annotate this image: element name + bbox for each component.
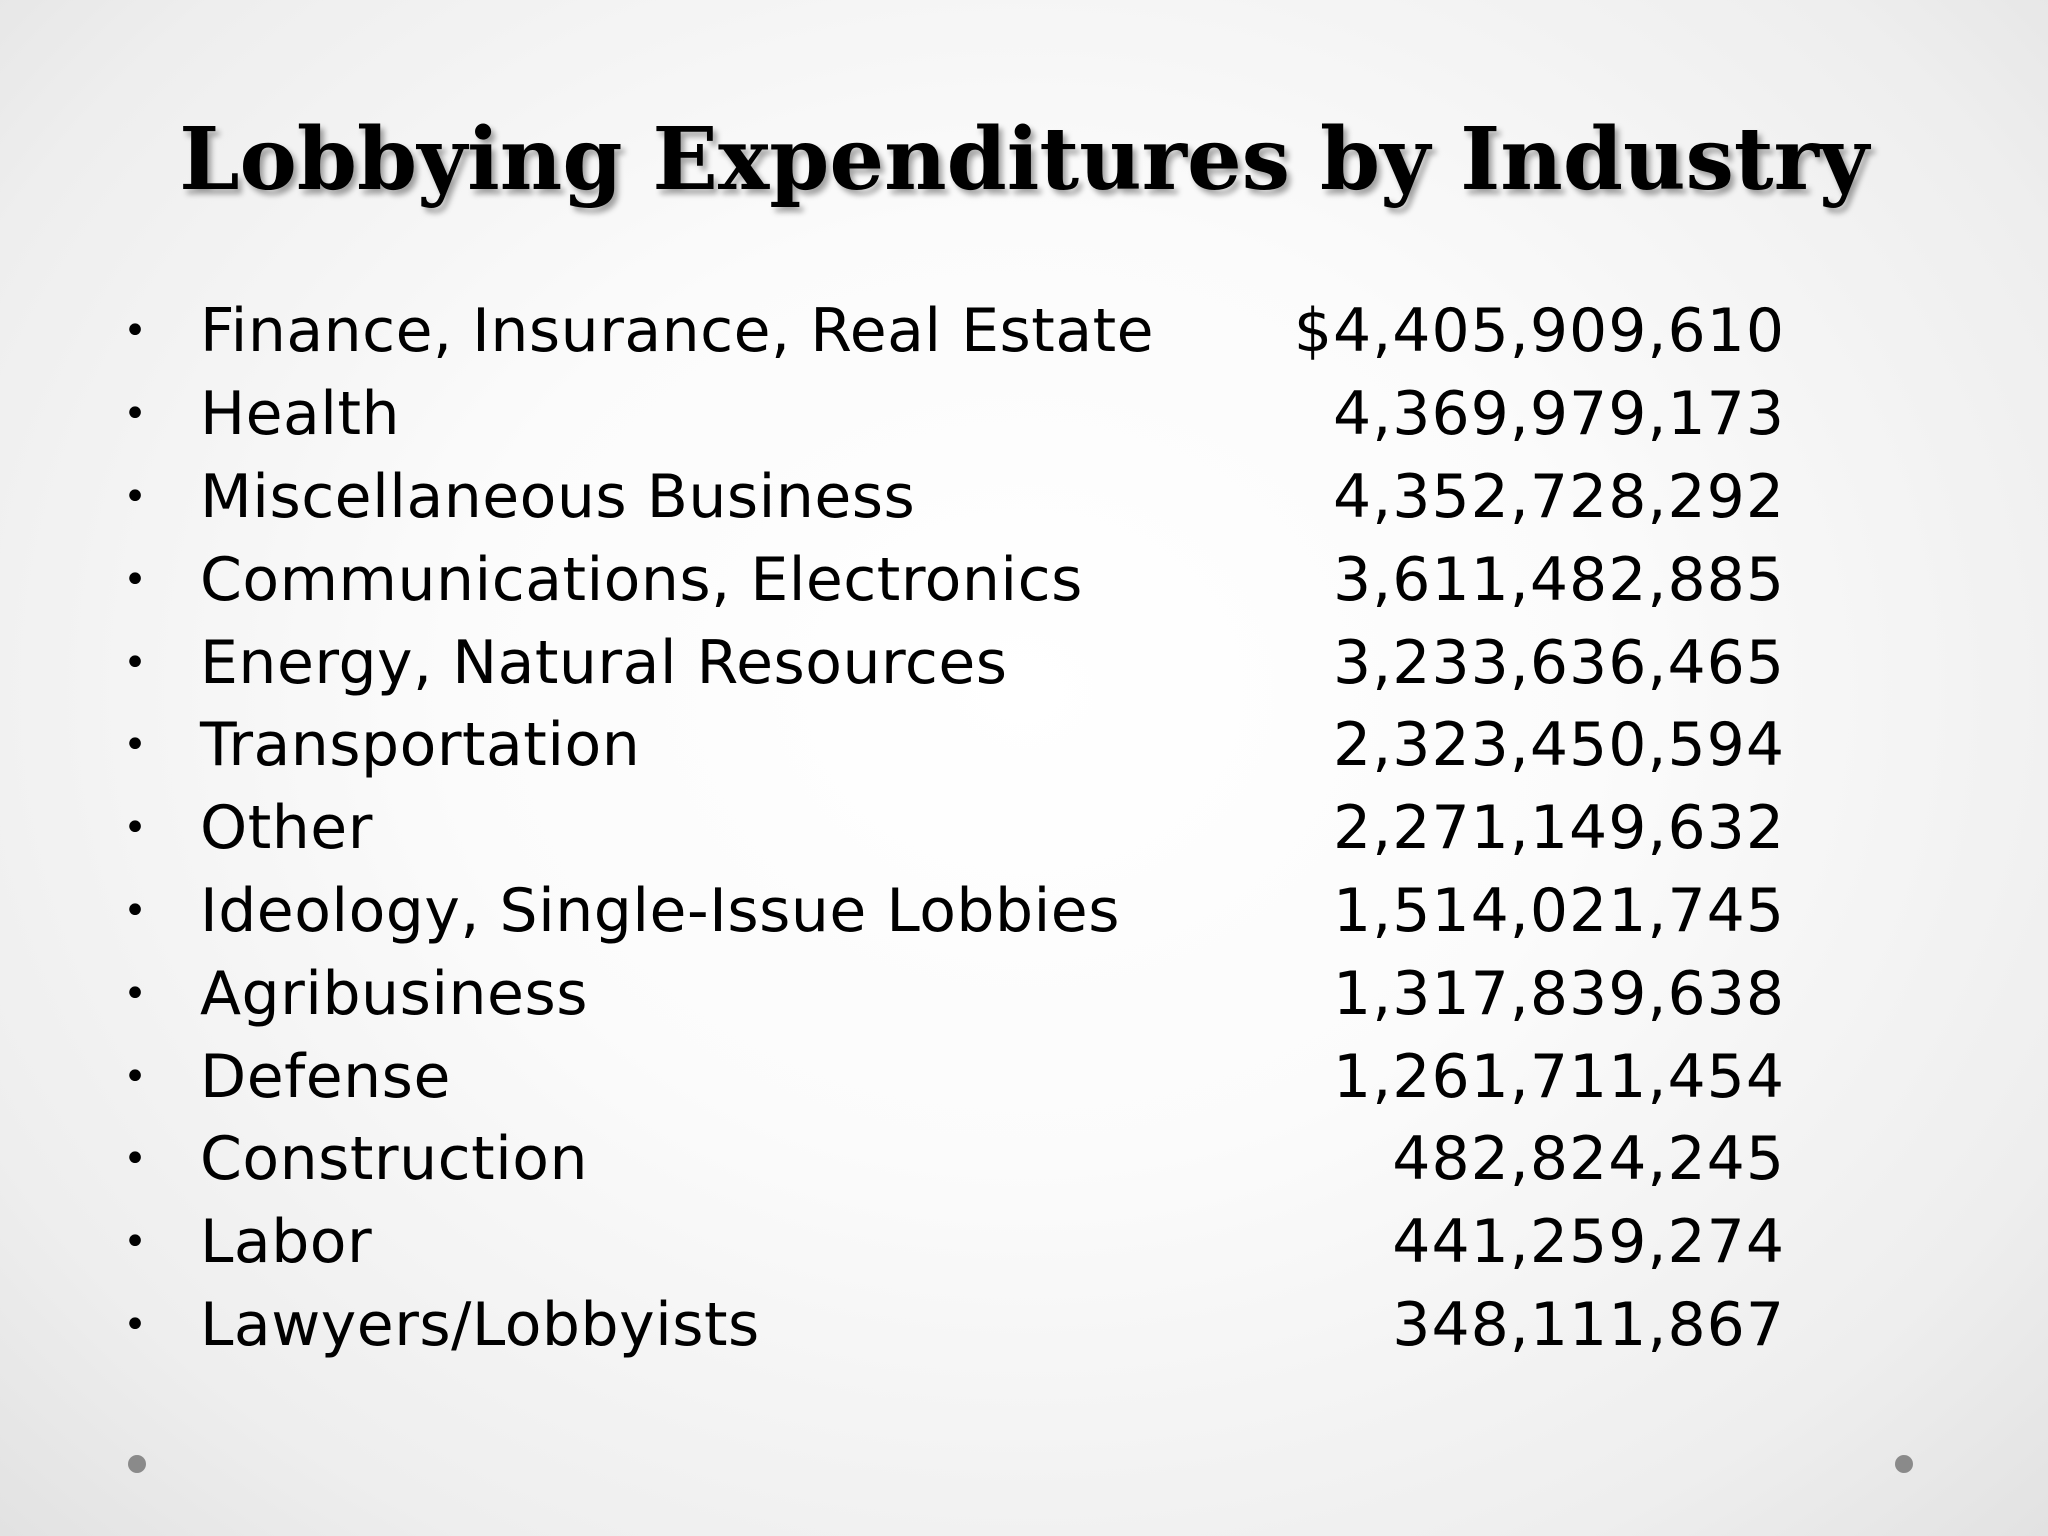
list-item	[120, 538, 1785, 621]
industry-name: Transportation	[200, 710, 641, 781]
industry-amount: 2,323,450,594	[1333, 710, 1785, 781]
industry-amount: $4,405,909,610	[1293, 296, 1785, 367]
list-item	[120, 704, 1785, 787]
list-item	[120, 1284, 1785, 1367]
industry-name: Construction	[200, 1124, 589, 1195]
list-item	[120, 1118, 1785, 1201]
industry-amount: 4,352,728,292	[1333, 461, 1785, 532]
industry-name: Other	[200, 793, 373, 864]
industry-name: Defense	[200, 1041, 451, 1112]
industry-amount: 2,271,149,632	[1333, 793, 1785, 864]
industry-name: Agribusiness	[200, 958, 588, 1029]
bullet-icon: •	[123, 722, 147, 769]
industry-name: Communications, Electronics	[200, 544, 1083, 615]
list-item	[120, 456, 1785, 539]
industry-name: Lawyers/Lobbyists	[200, 1289, 760, 1360]
industry-amount: 1,261,711,454	[1333, 1041, 1785, 1112]
bullet-icon: •	[123, 639, 147, 686]
industry-amount: 3,611,482,885	[1333, 544, 1785, 615]
industry-name: Energy, Natural Resources	[200, 627, 1008, 698]
list-item	[120, 1201, 1785, 1284]
list-item	[120, 373, 1785, 456]
industry-amount: 348,111,867	[1392, 1289, 1785, 1360]
decorative-dot-right	[1895, 1455, 1913, 1473]
industry-name: Labor	[200, 1207, 373, 1278]
industry-amount: 482,824,245	[1392, 1124, 1785, 1195]
bullet-icon: •	[123, 473, 147, 520]
industry-amount: 1,317,839,638	[1333, 958, 1785, 1029]
industry-list	[120, 290, 1785, 1366]
list-item	[120, 952, 1785, 1035]
industry-name: Health	[200, 379, 401, 450]
industry-amount: 4,369,979,173	[1333, 379, 1785, 450]
bullet-icon: •	[123, 1053, 147, 1100]
bullet-icon: •	[123, 805, 147, 852]
industry-name: Miscellaneous Business	[200, 461, 916, 532]
list-item	[120, 870, 1785, 953]
list-item	[120, 787, 1785, 870]
industry-name: Finance, Insurance, Real Estate	[200, 296, 1155, 367]
bullet-icon: •	[123, 556, 147, 603]
bullet-icon: •	[123, 970, 147, 1017]
industry-amount: 441,259,274	[1392, 1207, 1785, 1278]
industry-amount: 3,233,636,465	[1333, 627, 1785, 698]
bullet-icon: •	[123, 308, 147, 355]
list-item	[120, 621, 1785, 704]
bullet-icon: •	[123, 1136, 147, 1183]
list-item	[120, 290, 1785, 373]
bullet-icon: •	[123, 391, 147, 438]
industry-amount: 1,514,021,745	[1333, 875, 1785, 946]
list-item	[120, 1035, 1785, 1118]
bullet-icon: •	[123, 887, 147, 934]
decorative-dot-left	[128, 1455, 146, 1473]
industry-name: Ideology, Single-Issue Lobbies	[200, 875, 1120, 946]
slide-title: Lobbying Expenditures by Industry	[179, 109, 1869, 210]
bullet-icon: •	[123, 1219, 147, 1266]
bullet-icon: •	[123, 1301, 147, 1348]
